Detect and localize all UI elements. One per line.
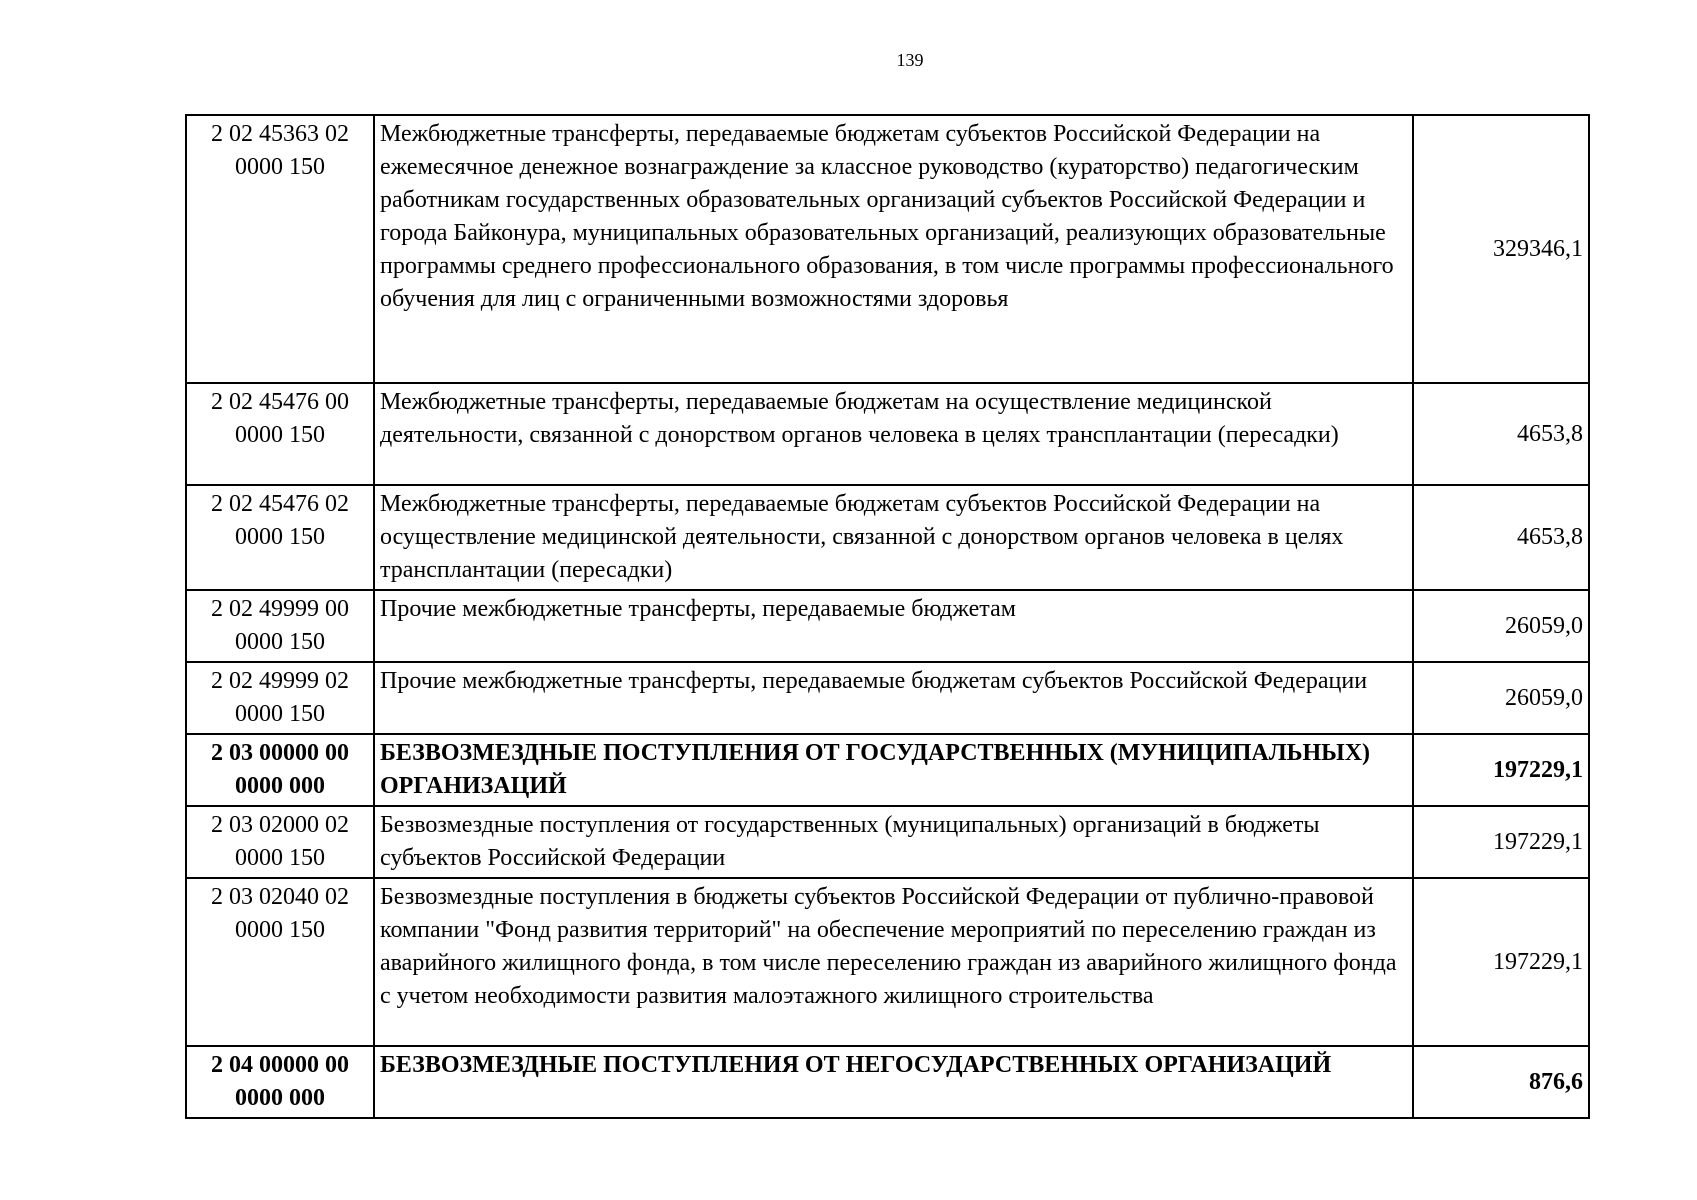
revenue-name-cell: Прочие межбюджетные трансферты, передаваемые бюджетам субъектов Российской Федерации [374,662,1413,734]
revenue-name-cell: БЕЗВОЗМЕЗДНЫЕ ПОСТУПЛЕНИЯ ОТ НЕГОСУДАРСТВЕННЫХ ОРГАНИЗАЦИЙ [374,1046,1413,1118]
budget-revenue-table [185,114,1590,1119]
revenue-name-cell: Межбюджетные трансферты, передаваемые бюджетам субъектов Российской Федерации на ежемесячное денежное вознаграждение за классное руководство (кураторство) педагогическим работникам государственных образовательных организаций субъектов Российской Федерации и города Байконура, муниципальных образовательных организаций, реализующих образовательные программы среднего профессионального образования, в том числе программы профессионального обучения для лиц с ограниченными возможностями здоровья [374,115,1413,383]
revenue-name-cell: Прочие межбюджетные трансферты, передаваемые бюджетам [374,590,1413,662]
table-row [186,485,1589,590]
table-row [186,590,1589,662]
revenue-name-cell: Безвозмездные поступления в бюджеты субъектов Российской Федерации от публично-правовой компании "Фонд развития территорий" на обеспечение мероприятий по переселению граждан из аварийного жилищного фонда, в том числе переселению граждан из аварийного жилищного фонда с учетом необходимости развития малоэтажного жилищного строительства [374,878,1413,1046]
budget-code-cell: 2 03 00000 00 0000 000 [186,734,374,806]
table-row [186,383,1589,485]
amount-cell: 4653,8 [1413,383,1589,485]
table-row [186,878,1589,1046]
table-row-section [186,734,1589,806]
amount-cell: 197229,1 [1413,734,1589,806]
budget-code-cell: 2 02 45476 02 0000 150 [186,485,374,590]
budget-code-cell: 2 02 45476 00 0000 150 [186,383,374,485]
amount-cell: 26059,0 [1413,590,1589,662]
amount-cell: 26059,0 [1413,662,1589,734]
budget-code-cell: 2 02 45363 02 0000 150 [186,115,374,383]
revenue-name-cell: Безвозмездные поступления от государственных (муниципальных) организаций в бюджеты субъектов Российской Федерации [374,806,1413,878]
revenue-name-cell: Межбюджетные трансферты, передаваемые бюджетам на осуществление медицинской деятельности, связанной с донорством органов человека в целях трансплантации (пересадки) [374,383,1413,485]
budget-code-cell: 2 02 49999 02 0000 150 [186,662,374,734]
table-row [186,115,1589,383]
amount-cell: 329346,1 [1413,115,1589,383]
amount-cell: 876,6 [1413,1046,1589,1118]
revenue-name-cell: Межбюджетные трансферты, передаваемые бюджетам субъектов Российской Федерации на осуществление медицинской деятельности, связанной с донорством органов человека в целях трансплантации (пересадки) [374,485,1413,590]
table-row [186,806,1589,878]
table-row [186,662,1589,734]
table-row-section [186,1046,1589,1118]
budget-code-cell: 2 04 00000 00 0000 000 [186,1046,374,1118]
amount-cell: 197229,1 [1413,806,1589,878]
amount-cell: 197229,1 [1413,878,1589,1046]
budget-code-cell: 2 03 02000 02 0000 150 [186,806,374,878]
page-number: 139 [896,50,924,70]
revenue-name-cell: БЕЗВОЗМЕЗДНЫЕ ПОСТУПЛЕНИЯ ОТ ГОСУДАРСТВЕННЫХ (МУНИЦИПАЛЬНЫХ) ОРГАНИЗАЦИЙ [374,734,1413,806]
budget-code-cell: 2 03 02040 02 0000 150 [186,878,374,1046]
budget-code-cell: 2 02 49999 00 0000 150 [186,590,374,662]
amount-cell: 4653,8 [1413,485,1589,590]
